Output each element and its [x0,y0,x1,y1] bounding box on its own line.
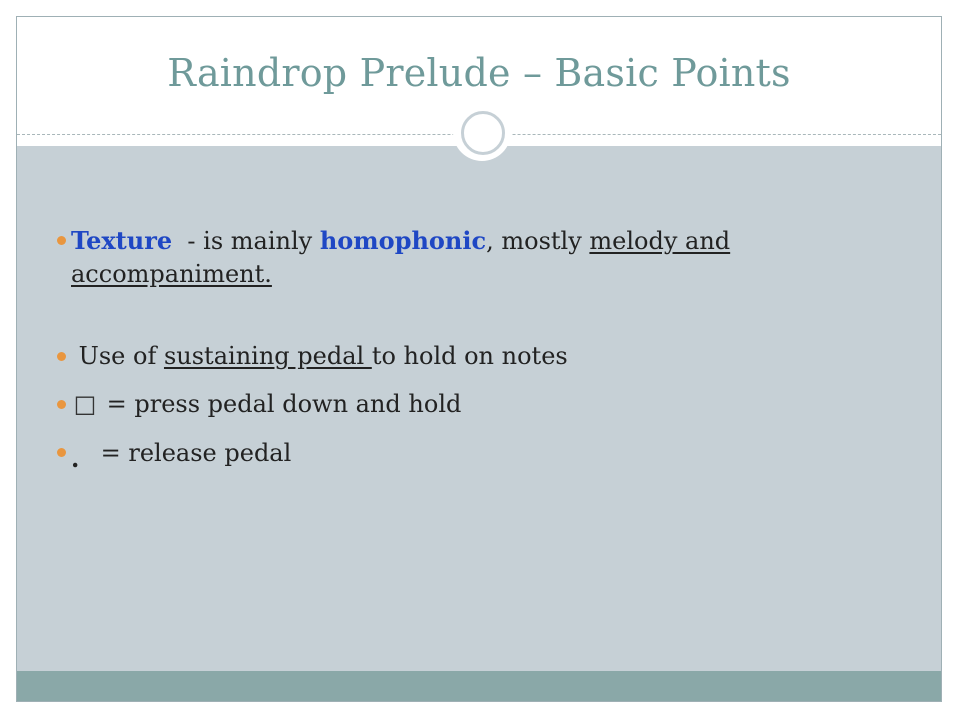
slide [16,16,942,702]
slide-title: Raindrop Prelude – Basic Points [167,51,791,95]
circle-ornament-icon [453,103,511,161]
bullet-dot-icon [57,352,66,361]
press-pedal-symbol-icon: □ [73,390,97,418]
bullet-press-pedal [57,388,897,421]
texture-text-2: , mostly [486,227,590,255]
bullet-dot-icon [57,400,66,409]
homophonic-keyword: homophonic [319,226,487,255]
content-area [17,146,941,671]
bullet-dot-icon [57,448,66,457]
texture-text-1: - is mainly [172,227,320,255]
bullet-pedal [57,340,897,373]
pedal-suffix: to hold on notes [371,342,568,370]
bullet-dot-icon [57,236,66,245]
ring-icon [461,111,505,155]
texture-keyword: Texture [71,226,173,255]
bullet-texture [57,224,897,291]
footer-band [17,671,941,702]
bullet-release-pedal [57,436,897,473]
sustaining-pedal: sustaining pedal [163,342,372,370]
release-pedal-symbol-icon: . [71,444,80,473]
release-pedal-text: = release pedal [93,439,292,467]
pedal-prefix: Use of [71,342,164,370]
bullet-list [57,224,897,473]
melody-accompaniment: melody and accompaniment. [71,227,731,288]
press-pedal-text: = press pedal down and hold [99,390,462,418]
